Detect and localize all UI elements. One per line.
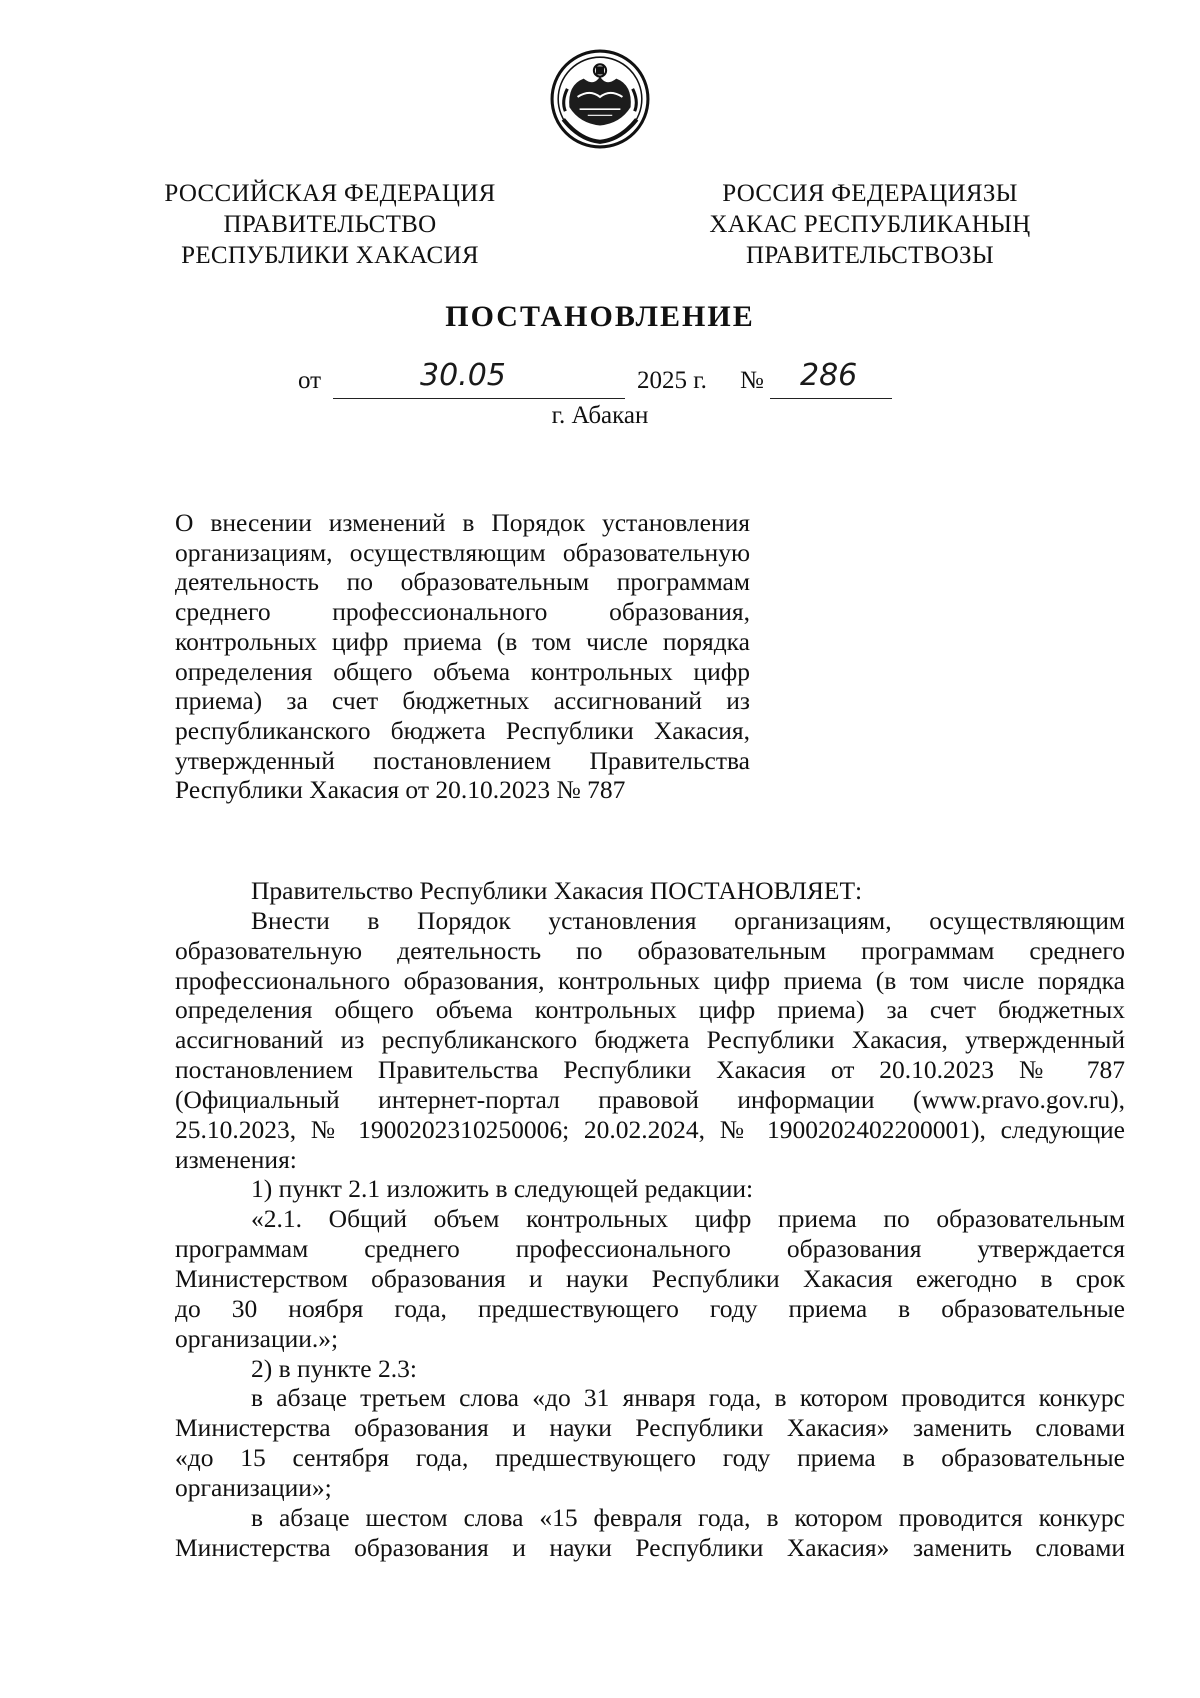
- subject-line: республиканского бюджета Республики Хакасия,: [175, 715, 750, 745]
- body-line: постановлением Правительства Республики Хакасия от 20.10.2023 № 787: [175, 1055, 1125, 1085]
- body-paragraph: [175, 1383, 1125, 1502]
- subject-line: О внесении изменений в Порядок установления: [175, 508, 750, 537]
- body-line: (Официальный интернет-портал правовой информации (www.pravo.gov.ru),: [175, 1084, 1125, 1114]
- subject-line: приема) за счет бюджетных ассигнований из: [175, 686, 750, 716]
- body-line: организации.»;: [175, 1323, 339, 1353]
- body-line: в абзаце шестом слова «15 февраля года, в котором проводится конкурс: [251, 1502, 1125, 1532]
- document-title: ПОСТАНОВЛЕНИЕ: [445, 300, 755, 333]
- body-line: изменения:: [175, 1144, 297, 1174]
- body-line: «до 15 сентября года, предшествующего году приема в образовательные: [175, 1443, 1125, 1473]
- body-line: «2.1. Общий объем контрольных цифр приема по образовательным: [251, 1204, 1125, 1234]
- subject-line: утвержденный постановлением Правительства: [175, 745, 750, 775]
- city-name: г. Абакан: [551, 402, 649, 429]
- header-right-line: ПРАВИТЕЛЬСТВОЗЫ: [746, 242, 994, 269]
- header-left-line: РЕСПУБЛИКИ ХАКАСИЯ: [181, 242, 479, 269]
- header-left-line: РОССИЙСКАЯ ФЕДЕРАЦИЯ: [164, 180, 496, 207]
- header-right-line: РОССИЯ ФЕДЕРАЦИЯЗЫ: [722, 180, 1018, 207]
- date-handwritten: 30.05: [420, 358, 506, 393]
- subject-line: деятельность по образовательным программам: [175, 567, 750, 597]
- body-line: 25.10.2023, № 1900202310250006; 20.02.2024, № 1900202402200001), следующие: [175, 1114, 1125, 1144]
- coat-of-arms-emblem: [549, 48, 651, 150]
- date-year: 2025 г.: [637, 367, 707, 394]
- body-paragraph: 1) пункт 2.1 изложить в следующей редакции:: [251, 1174, 754, 1204]
- subject-line: организациям, осуществляющим образовательную: [175, 537, 750, 567]
- body-line: образовательную деятельность по образовательным программам среднего: [175, 935, 1125, 965]
- header-right-block: [690, 178, 1050, 271]
- body-paragraph: [175, 1204, 1125, 1353]
- body-line: Министерства образования и науки Республики Хакасия» заменить словами: [175, 1532, 1125, 1562]
- date-underline: [333, 398, 625, 399]
- subject-line: определения общего объема контрольных цифр: [175, 656, 750, 686]
- body-line: до 30 ноября года, предшествующего году приема в образовательные: [175, 1293, 1125, 1323]
- subject-line: контрольных цифр приема (в том числе порядка: [175, 626, 750, 656]
- body-line: программам среднего профессионального образования утверждается: [175, 1234, 1125, 1264]
- number-sign: №: [740, 367, 764, 394]
- header-left-line: ПРАВИТЕЛЬСТВО: [223, 211, 437, 238]
- body-paragraph: [175, 906, 1125, 1175]
- body-line: профессионального образования, контрольных цифр приема (в том числе порядка: [175, 965, 1125, 995]
- header-right-line: ХАКАС РЕСПУБЛИКАНЫҢ: [709, 211, 1031, 238]
- body-line: Министерства образования и науки Республики Хакасия» заменить словами: [175, 1413, 1125, 1443]
- body-line: ассигнований из республиканского бюджета Республики Хакасия, утвержденный: [175, 1025, 1125, 1055]
- number-underline: [770, 398, 892, 399]
- date-prefix: от: [298, 367, 322, 394]
- document-body: [175, 876, 1125, 1562]
- document-subject: [175, 508, 750, 805]
- body-line: в абзаце третьем слова «до 31 января года, в котором проводится конкурс: [251, 1383, 1125, 1413]
- subject-line: Республики Хакасия от 20.10.2023 № 787: [175, 775, 626, 805]
- body-line: Министерством образования и науки Республики Хакасия ежегодно в срок: [175, 1263, 1125, 1293]
- body-paragraph: [175, 1503, 1125, 1563]
- body-line: определения общего объема контрольных цифр приема) за счет бюджетных: [175, 995, 1125, 1025]
- body-line: организации»;: [175, 1472, 332, 1502]
- header-left-block: [160, 178, 500, 271]
- body-line: Внести в Порядок установления организациям, осуществляющим: [251, 905, 1125, 935]
- subject-line: среднего профессионального образования,: [175, 597, 750, 627]
- number-handwritten: 286: [800, 358, 858, 393]
- body-paragraph: 2) в пункте 2.3:: [251, 1353, 417, 1383]
- body-paragraph: Правительство Республики Хакасия ПОСТАНОВЛЯЕТ:: [251, 876, 863, 905]
